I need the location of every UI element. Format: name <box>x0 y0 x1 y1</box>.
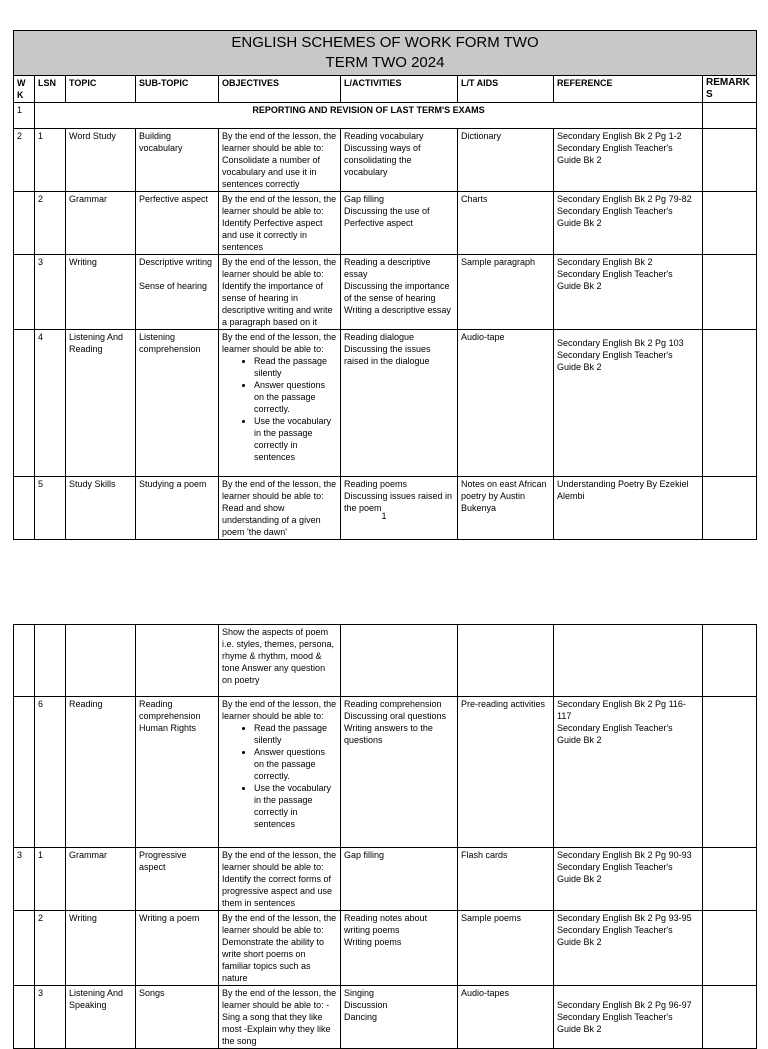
cell-aids: Pre-reading activities <box>458 697 554 848</box>
header-remarks: REMARKS <box>703 76 757 103</box>
cell-subtopic: Songs <box>136 986 219 1049</box>
cell-subtopic: Writing a poem <box>136 911 219 986</box>
cell-activities <box>341 625 458 697</box>
reference-item: Secondary English Bk 2 Pg 1-2 <box>557 131 682 141</box>
cell-objectives <box>219 697 341 848</box>
cell-lsn: 6 <box>35 697 66 848</box>
activity-item: Gap filling <box>344 194 385 204</box>
cell-remarks <box>703 848 757 911</box>
activity-item: Reading notes about writing poems <box>344 913 428 935</box>
cell-remarks <box>703 697 757 848</box>
reference-item: Secondary English Teacher's Guide Bk 2 <box>557 350 673 372</box>
cell-remarks <box>703 911 757 986</box>
cell-aids <box>458 625 554 697</box>
cell-wk <box>14 192 35 255</box>
reference-item: Secondary English Teacher's Guide Bk 2 <box>557 143 673 165</box>
header-lsn: LSN <box>35 76 66 103</box>
cell-activities <box>341 330 458 477</box>
list-item: • Read the passage silently <box>254 722 337 746</box>
cell-objectives: By the end of the lesson, the learner should be able to: -Sing a song that they like most -Explain why they like the song <box>219 986 341 1049</box>
cell-activities <box>341 192 458 255</box>
list-item: • Answer questions on the passage correctly. <box>254 379 337 415</box>
title-row <box>14 31 757 76</box>
cell-objectives: By the end of the lesson, the learner should be able to: Identify Perfective aspect and use it correctly in sentences <box>219 192 341 255</box>
reference-item: Secondary English Bk 2 Pg 103 <box>557 338 684 348</box>
cell-reference <box>554 848 703 911</box>
subtopic-line: Descriptive writing <box>139 257 213 267</box>
activity-item: Discussing the use of Perfective aspect <box>344 206 430 228</box>
reference-item: Secondary English Bk 2 Pg 90-93 <box>557 850 692 860</box>
table-row <box>14 330 757 477</box>
cell-remarks <box>703 255 757 330</box>
activity-item: Writing a descriptive essay <box>344 305 451 315</box>
header-row <box>14 76 757 103</box>
cell-topic: Writing <box>66 911 136 986</box>
cell-aids: Charts <box>458 192 554 255</box>
activity-item: Discussing issues raised in the poem <box>344 491 453 513</box>
activity-item: Gap filling <box>344 850 385 860</box>
document-title <box>14 31 757 76</box>
cell-activities <box>341 911 458 986</box>
reference-item: Secondary English Teacher's Guide Bk 2 <box>557 1012 673 1034</box>
cell-topic: Writing <box>66 255 136 330</box>
header-topic: TOPIC <box>66 76 136 103</box>
revision-text: REPORTING AND REVISION OF LAST TERM'S EXAMS <box>35 103 703 129</box>
table-row-continued <box>14 625 757 697</box>
activity-item: Writing poems <box>344 937 402 947</box>
cell-aids: Notes on east African poetry by Austin Bukenya <box>458 477 554 540</box>
cell-remarks <box>703 986 757 1049</box>
cell-remarks <box>703 129 757 192</box>
activity-item: Discussing oral questions <box>344 711 447 721</box>
cell-aids: Audio-tapes <box>458 986 554 1049</box>
table-row <box>14 986 757 1049</box>
page-1 <box>0 30 768 540</box>
table-row <box>14 697 757 848</box>
table-row <box>14 477 757 540</box>
cell-subtopic: Reading comprehension Human Rights <box>136 697 219 848</box>
cell-reference <box>554 477 703 540</box>
table-row <box>14 129 757 192</box>
cell-remarks <box>703 192 757 255</box>
title-line-2: TERM TWO 2024 <box>325 54 445 71</box>
page-number: 1 <box>381 511 387 521</box>
activity-item: Reading comprehension <box>344 699 442 709</box>
cell-objectives <box>219 330 341 477</box>
activity-item: Reading dialogue <box>344 332 415 342</box>
cell-activities <box>341 986 458 1049</box>
cell-remarks <box>703 330 757 477</box>
reference-item: Secondary English Bk 2 Pg 93-95 <box>557 913 692 923</box>
cell-aids: Flash cards <box>458 848 554 911</box>
list-item: • Use the vocabulary in the passage correctly in sentences <box>254 782 337 830</box>
cell-subtopic <box>136 255 219 330</box>
header-objectives: OBJECTIVES <box>219 76 341 103</box>
cell-objectives: By the end of the lesson, the learner should be able to: Demonstrate the ability to write short poems on familiar topics such as nature <box>219 911 341 986</box>
table-row <box>14 911 757 986</box>
cell-reference <box>554 330 703 477</box>
objectives-list <box>222 355 337 463</box>
activity-item: Reading poems <box>344 479 408 489</box>
cell-lsn: 1 <box>35 848 66 911</box>
activity-item: Singing <box>344 988 375 998</box>
cell-lsn: 3 <box>35 255 66 330</box>
cell-activities <box>341 477 458 540</box>
cell-aids: Audio-tape <box>458 330 554 477</box>
cell-subtopic: Perfective aspect <box>136 192 219 255</box>
list-item: • Answer questions on the passage correctly. <box>254 746 337 782</box>
header-aids: L/T AIDS <box>458 76 554 103</box>
cell-reference <box>554 911 703 986</box>
cell-wk: 1 <box>14 103 35 129</box>
table-row <box>14 255 757 330</box>
cell-subtopic: Building vocabulary <box>136 129 219 192</box>
reference-item: Secondary English Teacher's Guide Bk 2 <box>557 206 673 228</box>
activity-item: Reading a descriptive essay <box>344 257 431 279</box>
cell-remarks <box>703 477 757 540</box>
cell-activities <box>341 848 458 911</box>
cell-lsn: 2 <box>35 911 66 986</box>
cell-objectives: By the end of the lesson, the learner should be able to: Identify the importance of sense of hearing in descriptive writing and write a paragraph based on it <box>219 255 341 330</box>
cell-topic: Grammar <box>66 192 136 255</box>
cell-reference <box>554 625 703 697</box>
header-subtopic: SUB-TOPIC <box>136 76 219 103</box>
cell-lsn: 2 <box>35 192 66 255</box>
cell-wk <box>14 625 35 697</box>
cell-wk <box>14 255 35 330</box>
cell-topic: Listening And Reading <box>66 330 136 477</box>
objectives-intro: By the end of the lesson, the learner should be able to: <box>222 699 337 721</box>
activity-item: Writing answers to the questions <box>344 723 433 745</box>
cell-wk <box>14 330 35 477</box>
objectives-intro: By the end of the lesson, the learner should be able to: <box>222 332 337 354</box>
header-reference: REFERENCE <box>554 76 703 103</box>
cell-reference <box>554 697 703 848</box>
cell-activities <box>341 697 458 848</box>
cell-subtopic <box>136 625 219 697</box>
cell-subtopic: Listening comprehension <box>136 330 219 477</box>
schemes-table-page1 <box>13 30 757 540</box>
cell-wk: 3 <box>14 848 35 911</box>
header-wk: W K <box>14 76 35 103</box>
cell-objectives: By the end of the lesson, the learner should be able to: Read and show understanding of a given poem 'the dawn' <box>219 477 341 540</box>
reference-item: Secondary English Teacher's Guide Bk 2 <box>557 925 673 947</box>
page-2 <box>0 624 768 1049</box>
cell-wk: 2 <box>14 129 35 192</box>
cell-activities <box>341 255 458 330</box>
table-row <box>14 848 757 911</box>
table-row <box>14 192 757 255</box>
cell-topic: Study Skills <box>66 477 136 540</box>
cell-wk <box>14 477 35 540</box>
reference-item: Secondary English Teacher's Guide Bk 2 <box>557 269 673 291</box>
subtopic-line: Sense of hearing <box>139 281 208 291</box>
schemes-table-page2 <box>13 624 757 1049</box>
list-item: • Read the passage silently <box>254 355 337 379</box>
cell-reference <box>554 129 703 192</box>
cell-topic: Reading <box>66 697 136 848</box>
cell-topic: Word Study <box>66 129 136 192</box>
cell-remarks <box>703 625 757 697</box>
title-line-1: ENGLISH SCHEMES OF WORK FORM TWO <box>231 34 539 51</box>
cell-lsn: 3 <box>35 986 66 1049</box>
cell-subtopic: Progressive aspect <box>136 848 219 911</box>
cell-wk <box>14 697 35 848</box>
reference-item: Secondary English Bk 2 Pg 96-97 <box>557 1000 692 1010</box>
reference-item: Secondary English Teacher's Guide Bk 2 <box>557 862 673 884</box>
cell-reference <box>554 192 703 255</box>
header-activities: L/ACTIVITIES <box>341 76 458 103</box>
cell-aids: Sample poems <box>458 911 554 986</box>
reference-item: Understanding Poetry By Ezekiel Alembi <box>557 479 689 501</box>
cell-lsn: 5 <box>35 477 66 540</box>
cell-objectives: By the end of the lesson, the learner should be able to: Consolidate a number of vocabulary and use it in sentences correctly <box>219 129 341 192</box>
cell-aids: Dictionary <box>458 129 554 192</box>
activity-item: Dancing <box>344 1012 378 1022</box>
reference-item: Secondary English Bk 2 <box>557 257 653 267</box>
cell-aids: Sample paragraph <box>458 255 554 330</box>
activity-item: Discussing ways of consolidating the vocabulary <box>344 143 421 177</box>
objectives-list <box>222 722 337 830</box>
cell-remarks <box>703 103 757 129</box>
cell-reference <box>554 986 703 1049</box>
cell-objectives: Show the aspects of poem i.e. styles, themes, persona, rhyme & rhythm, mood & tone Answer any question on poetry <box>219 625 341 697</box>
reference-item: Secondary English Bk 2 Pg 116-117 <box>557 699 686 721</box>
table-row-week1 <box>14 103 757 129</box>
cell-topic: Listening And Speaking <box>66 986 136 1049</box>
activity-item: Reading vocabulary <box>344 131 424 141</box>
cell-lsn <box>35 625 66 697</box>
cell-reference <box>554 255 703 330</box>
cell-wk <box>14 986 35 1049</box>
activity-item: Discussion <box>344 1000 388 1010</box>
cell-objectives: By the end of the lesson, the learner should be able to: Identify the correct forms of progressive aspect and use them in sentences <box>219 848 341 911</box>
cell-topic <box>66 625 136 697</box>
cell-wk <box>14 911 35 986</box>
reference-item: Secondary English Bk 2 Pg 79-82 <box>557 194 692 204</box>
cell-lsn: 4 <box>35 330 66 477</box>
reference-item: Secondary English Teacher's Guide Bk 2 <box>557 723 673 745</box>
activity-item: Discussing the importance of the sense of hearing <box>344 281 450 303</box>
cell-topic: Grammar <box>66 848 136 911</box>
list-item: • Use the vocabulary in the passage correctly in sentences <box>254 415 337 463</box>
cell-activities <box>341 129 458 192</box>
activity-item: Discussing the issues raised in the dialogue <box>344 344 431 366</box>
cell-subtopic: Studying a poem <box>136 477 219 540</box>
cell-lsn: 1 <box>35 129 66 192</box>
